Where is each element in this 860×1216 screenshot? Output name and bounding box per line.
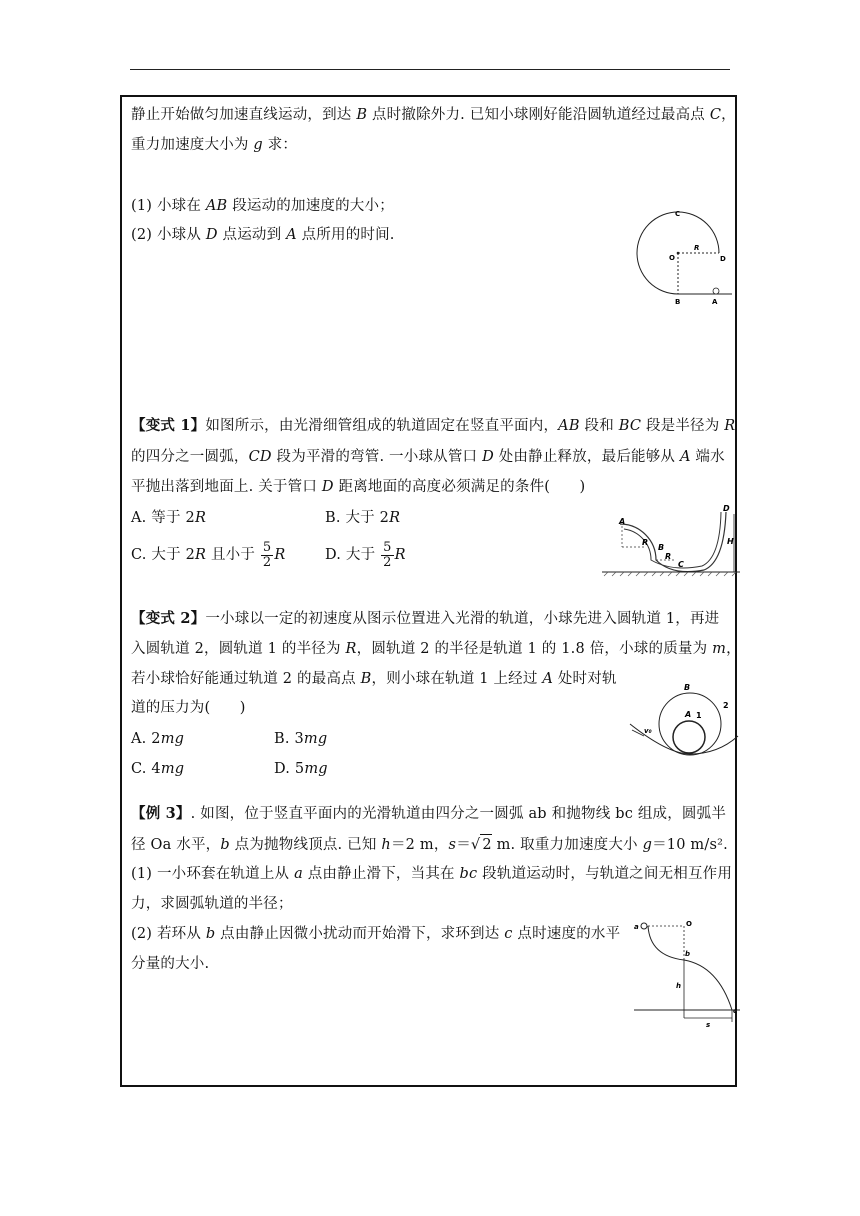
label-A: A: [685, 710, 692, 719]
arc-ab: [648, 926, 684, 960]
problem1-question1: (1) 小球在 AB 段运动的加速度的大小；: [131, 198, 394, 214]
label-R1: R: [642, 538, 649, 547]
tube-outer: [620, 512, 726, 572]
label-b: b: [685, 950, 691, 958]
variant2-line2: 入圆轨道 2，圆轨道 1 的半径为 R，圆轨道 2 的半径是轨道 1 的 1.8 倍，小球的质量为 m，: [131, 641, 741, 657]
example3-question1-cont: 力，求圆弧轨道的半径；: [131, 896, 293, 912]
ring: [641, 923, 647, 929]
problem1-question2: (2) 小球从 D 点运动到 A 点所用的时间.: [131, 227, 395, 243]
ball: [713, 288, 719, 294]
header-rule: [130, 69, 730, 70]
label-B: B: [684, 683, 691, 692]
variant2-line1: 【变式 2】一小球以一定的初速度从图示位置进入光滑的轨道，小球先进入圆轨道 1，再进: [131, 610, 720, 627]
variant2-figure: [628, 680, 740, 760]
label-C: C: [675, 210, 681, 218]
label-O: O: [686, 920, 692, 928]
variant2-option-c: C. 4mg: [131, 761, 185, 777]
variant2-option-b: B. 3mg: [274, 731, 328, 747]
label-A: A: [619, 517, 626, 526]
label-c: c: [733, 1007, 738, 1015]
example3-question2-cont: 分量的大小.: [131, 956, 210, 972]
label-1: 1: [696, 711, 702, 720]
variant1-line3: 平抛出落到地面上. 关于管口 D 距离地面的高度必须满足的条件( ): [131, 479, 586, 495]
variant1-option-a: A. 等于 2R: [131, 510, 207, 526]
variant2-option-a: A. 2mg: [131, 731, 185, 747]
label-O: O: [669, 254, 675, 262]
variant1-option-b: B. 大于 2R: [325, 510, 401, 526]
label-R2: R: [665, 552, 672, 561]
loop-2: [659, 693, 721, 755]
example3-question1: (1) 一小环套在轨道上从 a 点由静止滑下，当其在 bc 段轨道运动时，与轨道之间无相互作用: [131, 866, 733, 882]
label-v0: v₀: [644, 727, 652, 735]
example3-line2: 径 Oa 水平，b 点为抛物线顶点. 已知 h＝2 m，s＝√ 2 m. 取重力加速度大小 g＝10 m/s².: [131, 834, 728, 855]
tube-inner: [624, 512, 721, 568]
label-D: D: [720, 255, 726, 263]
label-B: B: [658, 543, 665, 552]
example3-line1: 【例 3】. 如图，位于竖直平面内的光滑轨道由四分之一圆弧 ab 和抛物线 bc 组成，圆弧半: [131, 805, 727, 822]
label-h: h: [676, 982, 681, 990]
label-H: H: [727, 537, 734, 546]
loop-1: [673, 721, 705, 753]
variant2-line4: 道的压力为( ): [131, 700, 246, 716]
label-a: a: [634, 923, 639, 931]
fraction: $\frac{5}{2}$: [383, 539, 392, 570]
example3-figure: [634, 918, 740, 1030]
problem1-line1: 静止开始做匀加速直线运动，到达 B 点时撤除外力. 已知小球刚好能沿圆轨道经过最高点 C，: [131, 107, 736, 123]
variant1-line2: 的四分之一圆弧，CD 段为平滑的弯管. 一小球从管口 D 处由静止释放，最后能够从 A 端水: [131, 449, 725, 465]
label-R: R: [694, 244, 700, 252]
label-2: 2: [723, 701, 729, 710]
variant1-figure: [602, 502, 740, 578]
variant2-option-d: D. 5mg: [274, 761, 328, 777]
variant1-option-d: D. 大于 $\frac{5}{2}$ R: [325, 539, 406, 570]
parabola-bc: [684, 960, 732, 1010]
label-A: A: [712, 298, 718, 306]
problem1-line2: 重力加速度大小为 g 求：: [131, 137, 298, 153]
fraction: $\frac{5}{2}$: [262, 539, 272, 570]
label-B: B: [675, 298, 681, 306]
center-point: [677, 252, 680, 255]
variant2-line3: 若小球恰好能通过轨道 2 的最高点 B，则小球在轨道 1 上经过 A 处时对轨: [131, 671, 617, 687]
problem1-figure: [630, 205, 740, 315]
ground-hatch: [604, 572, 736, 576]
label-D: D: [723, 504, 730, 513]
example3-question2: (2) 若环从 b 点由静止因微小扰动而开始滑下，求环到达 c 点时速度的水平: [131, 926, 621, 942]
variant1-line1: 【变式 1】如图所示，由光滑细管组成的轨道固定在竖直平面内，AB 段和 BC 段是半径为 R: [131, 417, 736, 434]
label-s: s: [706, 1021, 711, 1029]
label-C: C: [678, 560, 684, 569]
variant1-option-c: C. 大于 2R 且小于 $\frac{5}{2}$ R: [131, 539, 286, 570]
